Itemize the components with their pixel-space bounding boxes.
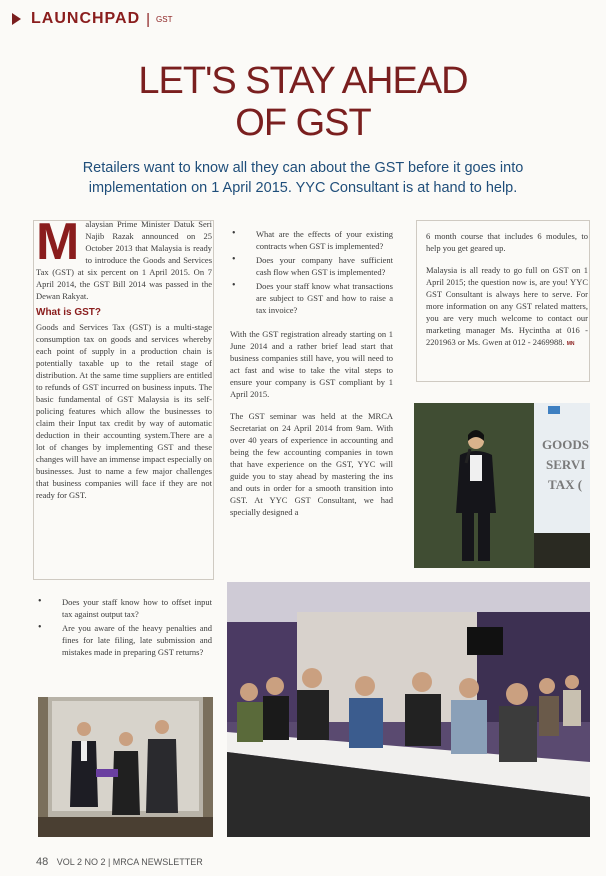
column-3 (426, 230, 588, 355)
speaker-photo (414, 403, 590, 568)
speaker-photo-drawing (414, 403, 590, 568)
column-2 (230, 228, 393, 523)
list-item: • Does your staff know how to offset input tax against output tax? (36, 596, 212, 620)
section-title: LAUNCHPAD (31, 10, 141, 27)
intro-text: alaysian Prime Minister Datuk Seri Najib Razak announced on 25 October 2013 that Malaysia is ready to introduce the Goods and Services Tax (GST) at six percent on 1 April 2015. On 7 April 2014, the GST Bill 2014 was passed in the Dewan Rakyat. (36, 219, 212, 301)
headline-line-2: OF GST (235, 102, 371, 144)
contact-paragraph: Malaysia is all ready to go full on GST on 1 April 2015; the question now is, are you! YYC GST Consultant is always here to serve. For more information on any GST related matters, you are very much welcome to contact our marketing manager Ms. Hycintha at 016 - 2201963 or Ms. Gwen at 012 - 2469988. MN (426, 265, 588, 347)
list-item: • Are you aware of the heavy penalties and fines for late filing, late submission and mistakes made in preparing GST returns? (36, 622, 212, 658)
course-paragraph: 6 month course that includes 6 modules, to help you get geared up. (426, 231, 588, 253)
list-item: • Does your company have sufficient cash flow when GST is implemented? (230, 254, 393, 278)
registration-paragraph: With the GST registration already starting on 1 June 2014 and a rather brief lead start that business companies still have, you will need to act fast and wise to take the vital steps to ensure your company is GST compliant by 1 April 2015. (230, 329, 393, 399)
section-subtitle: GST (156, 14, 173, 24)
what-is-gst-heading: What is GST? (36, 307, 101, 318)
column-1 (36, 213, 212, 506)
screen-text: GOODS (542, 437, 589, 452)
seminar-paragraph: The GST seminar was held at the MRCA Secretariat on 24 April 2014 from 9am. With over 40 years of experience in accounting and being the few accounting companies in town that have experience on the GST, YYC will guide you to stay ahead by mastering the ins and outs in order for a smooth transition into GST. At YYC GST Consultant, we had specially designed a (230, 411, 393, 517)
article-headline (0, 60, 606, 144)
page-number: 48 (36, 856, 49, 868)
gst-explanation: Goods and Services Tax (GST) is a multi-stage consumption tax on goods and services whereby each point of supply in a production chain is potentially taxable up to the retail stage of distribution. At the same time suppliers are entitled to refunds of GST incurred on business inputs. The basic fundamental of GST Malaysia is its self-policing features which allow the businesses to claim their Input tax credit by way of automatic deduction in their accounting system.There are a lot of changes by implementing GST and these changes will have an immense impact especially on businesses. Just to name a few major challenges that business companies will face if they are not ready for GST. (36, 322, 212, 500)
column-1-bullets (36, 596, 212, 660)
intro-paragraph (36, 213, 212, 302)
audience-photo (227, 582, 590, 837)
list-item: • Does your staff know what transactions are subject to GST and how to raise a tax invoice? (230, 280, 393, 316)
article-subhead (50, 158, 556, 198)
subhead-line-1: Retailers want to know all they can about the GST before it goes into (82, 160, 524, 176)
signoff-mark: MN (566, 341, 575, 347)
subhead-line-2: implementation on 1 April 2015. YYC Consultant is at hand to help. (88, 180, 518, 196)
drop-cap: M (36, 213, 80, 271)
page-footer (36, 856, 203, 868)
issue-label: VOL 2 NO 2 | MRCA NEWSLETTER (56, 857, 203, 867)
section-header (12, 4, 173, 34)
header-triangle-icon (12, 13, 21, 25)
headline-line-1: LET'S STAY AHEAD (138, 60, 468, 102)
list-item: • What are the effects of your existing contracts when GST is implemented? (230, 228, 393, 252)
screen-text: SERVI (546, 457, 586, 472)
header-separator: | (146, 10, 151, 28)
screen-text: TAX ( (548, 477, 583, 492)
award-photo (38, 697, 213, 837)
